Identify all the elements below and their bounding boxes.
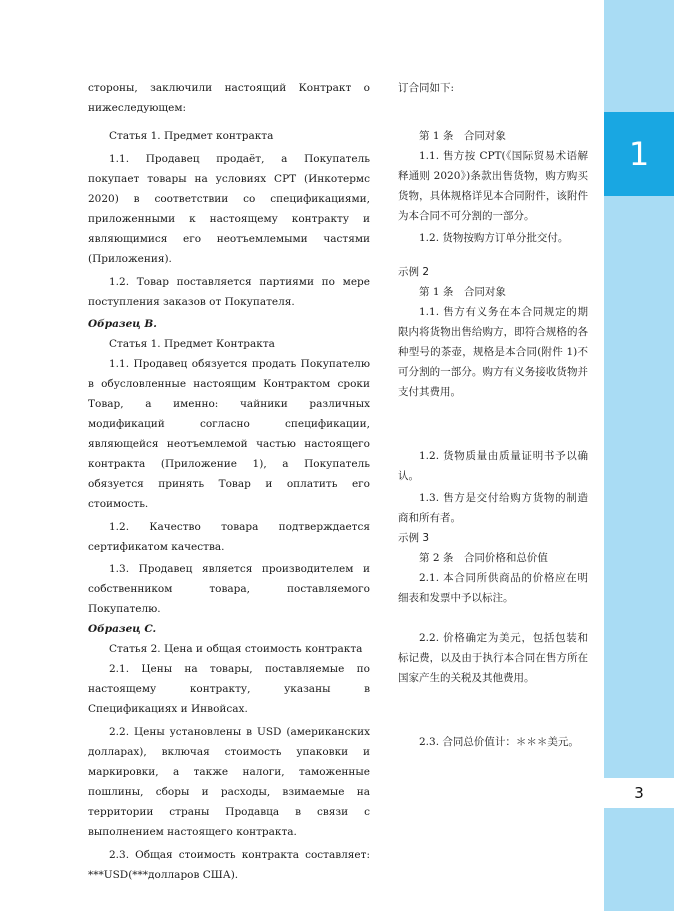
ru-clause: 2.1. Цены на товары, поставляемые по настоящему контракту, указаны в Спецификациях и Инвойсах. [88,663,370,715]
zh-clause: 1.3. 售方是交付给购方货物的制造商和所有者。 [398,492,588,524]
page-number: 3 [634,784,644,802]
chapter-number: 1 [628,135,650,173]
ru-article-heading: Статья 1. Предмет контракта [109,130,274,142]
ru-clause: 2.2. Цены установлены в USD (американских долларах), включая стоимость упаковки и маркировки, а также налоги, таможенные пошлины, сборы и расходы, взимаемые на территории страны Продавца в связи с выполнением настоящего контракта. [88,726,370,838]
zh-clause: 2.3. 合同总价值计：＊＊＊美元。 [419,736,579,748]
zh-clause: 1.2. 货物质量由质量证明书予以确认。 [398,450,588,482]
ru-intro: стороны, заключили настоящий Контракт о нижеследующем: [88,82,370,114]
ru-article-heading: Статья 1. Предмет Контракта [109,338,275,350]
zh-sample-label: 示例 2 [398,266,430,278]
zh-clause: 1.1. 售方按 CPT(《国际贸易术语解释通则 2020》)条款出售货物，购方购买货物，具体规格详见本合同附件，该附件为本合同不可分割的一部分。 [398,150,588,222]
page-number-box [604,778,674,808]
zh-sample-label: 示例 3 [398,532,430,544]
zh-clause: 1.2. 货物按购方订单分批交付。 [419,232,569,244]
zh-article-heading: 第 2 条 合同价格和总价值 [419,552,548,564]
ru-clause: 1.1. Продавец продаёт, а Покупатель покупает товары на условиях CPT (Инкотермс 2020) в соответствии со спецификациями, приложенными к настоящему контракту и являющимися его неотъемлемыми частями (Приложения). [88,153,370,265]
chinese-column [398,78,588,752]
ru-clause: 1.1. Продавец обязуется продать Покупателю в обусловленные настоящим Контрактом сроки Товар, а именно: чайники различных модификаций согласно спецификации, являющейся неотъемлемой частью настоящего контракта (Приложение 1), а Покупатель обязуется принять Товар и оплатить его стоимость. [88,358,370,510]
ru-article-heading: Статья 2. Цена и общая стоимость контракта [109,643,363,655]
ru-clause: 1.3. Продавец является производителем и собственником товара, поставляемого Покупателю. [88,563,370,615]
ru-sample-label: Образец B. [88,318,157,330]
ru-sample-label: Образец C. [88,623,157,635]
zh-article-heading: 第 1 条 合同对象 [419,286,506,298]
zh-clause: 2.1. 本合同所供商品的价格应在明细表和发票中予以标注。 [398,572,588,604]
russian-column [88,78,370,885]
chapter-number-tab [604,112,674,196]
zh-intro: 订合同如下: [398,82,455,94]
zh-article-heading: 第 1 条 合同对象 [419,130,506,142]
ru-clause: 1.2. Качество товара подтверждается сертификатом качества. [88,521,370,553]
ru-clause: 2.3. Общая стоимость контракта составляет: ***USD(***долларов США). [88,849,370,881]
zh-clause: 2.2. 价格确定为美元，包括包装和标记费，以及由于执行本合同在售方所在国家产生的关税及其他费用。 [398,632,588,684]
zh-clause: 1.1. 售方有义务在本合同规定的期限内将货物出售给购方，即符合规格的各种型号的茶壶，规格是本合同(附件 1)不可分割的一部分。购方有义务接收货物并支付其费用。 [398,306,588,398]
ru-clause: 1.2. Товар поставляется партиями по мере поступления заказов от Покупателя. [88,276,370,308]
